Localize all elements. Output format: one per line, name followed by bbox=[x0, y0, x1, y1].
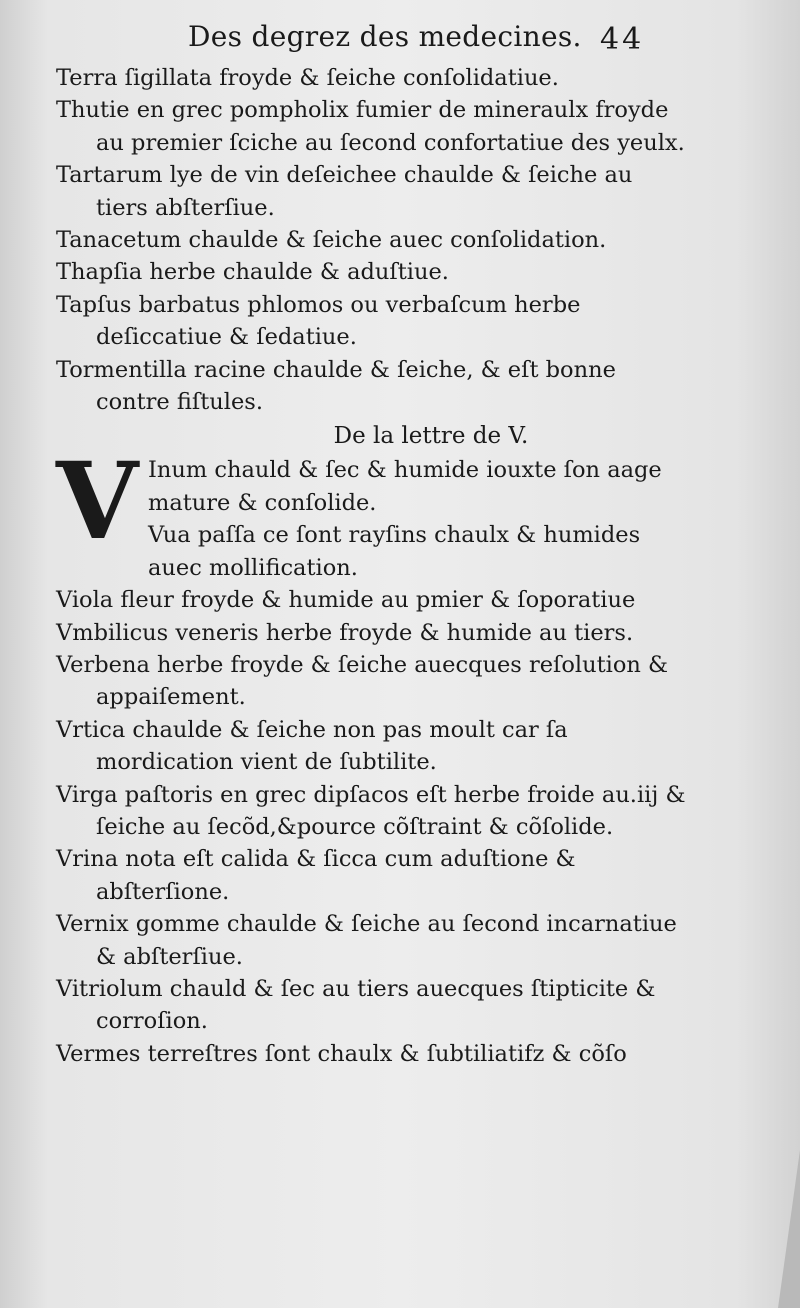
entry-tanacetum: Tanacetum chaulde & ſeiche auec conſolidation. bbox=[56, 227, 607, 254]
entry-vrina: Vrina nota eſt calida & ſicca cum aduſtione & abſterſione. bbox=[56, 846, 576, 905]
section-heading: De la lettre de V. bbox=[333, 423, 529, 450]
entry-vinum: Inum chauld & ſec & humide iouxte ſon aage mature & conſolide. bbox=[148, 457, 662, 516]
entry-thapsia: Thapſia herbe chaulde & aduſtiue. bbox=[56, 259, 449, 286]
entry-viola: Viola fleur froyde & humide au pmier & ſoporatiue bbox=[56, 587, 636, 614]
entry-thutie: Thutie en grec pompholix fumier de mineraulx froyde au premier ſciche au ſecond confortatiue des yeulx. bbox=[56, 97, 685, 156]
entry-vernix: Vernix gomme chaulde & ſeiche au ſecond incarnatiue & abſterſiue. bbox=[56, 911, 677, 970]
entry-vua-passa: Vua paſſa ce ſont rayſins chaulx & humides auec mollification. bbox=[148, 522, 641, 581]
entry-tormentilla: Tormentilla racine chaulde & ſeiche, & eſt bonne contre fiſtules. bbox=[56, 356, 616, 416]
entry-vmbilicus: Vmbilicus veneris herbe froyde & humide au tiers. bbox=[56, 619, 634, 646]
page-header bbox=[0, 14, 800, 58]
entry-tapsus: Tapſus barbatus phlomos ou verbaſcum herbe deſiccatiue & ſedatiue. bbox=[56, 291, 581, 351]
entry-virga-pastoris: Virga paſtoris en grec dipſacos eſt herbe froide au.iij & ſeiche au ſecõd,&pource cõſtraint & cõſolide. bbox=[56, 781, 686, 840]
page-fold-shadow bbox=[778, 1150, 800, 1308]
entry-verbena: Verbena herbe froyde & ſeiche auecques reſolution & appaiſement. bbox=[56, 651, 669, 711]
entry-tartarum: Tartarum lye de vin deſeichee chaulde & ſeiche au tiers abſterſiue. bbox=[56, 162, 633, 221]
entry-vitriolum: Vitriolum chauld & ſec au tiers auecques ſtipticite & corroſion. bbox=[56, 975, 656, 1035]
entry-vrtica: Vrtica chaulde & ſeiche non pas moult car ſa mordication vient de ſubtilite. bbox=[56, 716, 568, 776]
entry-terra-sigillata: Terra ſigillata froyde & ſeiche conſolidatiue. bbox=[56, 65, 559, 91]
dropcap-paragraph bbox=[56, 438, 686, 584]
running-title: Des degrez des medecines. bbox=[188, 20, 582, 53]
body-text bbox=[56, 62, 686, 1070]
entry-vermes: Vermes terreſtres ſont chaulx & ſubtiliatifz & cõſo bbox=[56, 1040, 627, 1067]
dropcap-letter: V bbox=[56, 438, 139, 564]
page-number: 44 bbox=[600, 22, 645, 57]
